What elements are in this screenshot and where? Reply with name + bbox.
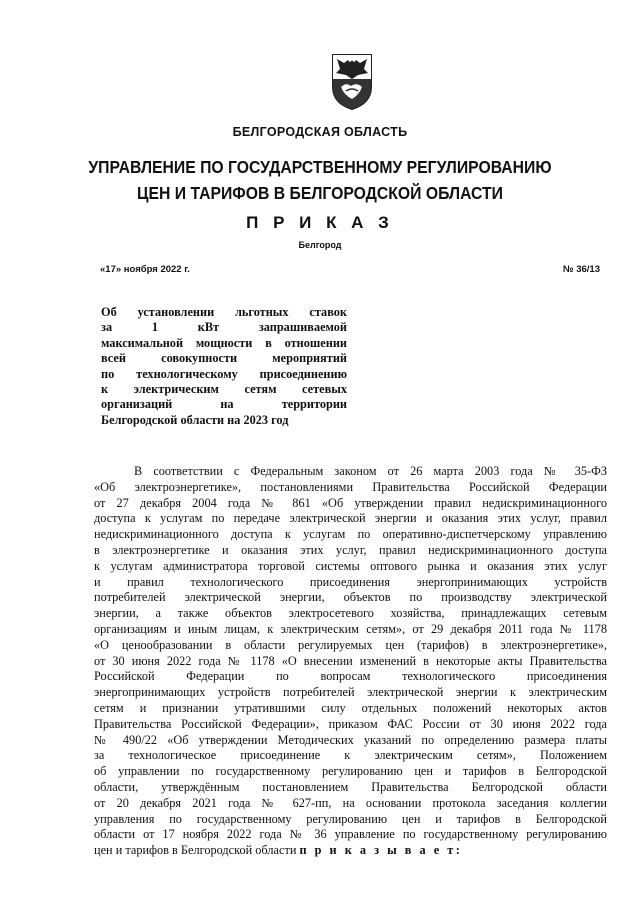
subject-line: за 1 кВт запрашиваемой <box>101 320 347 335</box>
body-line: энергии, а также объектов электросетевого хозяйства, принадлежащих сетевым <box>94 606 607 621</box>
subject-line: всей совокупности мероприятий <box>101 351 347 366</box>
agency-title-line: УПРАВЛЕНИЕ ПО ГОСУДАРСТВЕННОМУ РЕГУЛИРОВАНИЮ <box>88 157 552 177</box>
body-line: сетям и признании утратившими силу отдельных положений некоторых актов <box>94 700 607 715</box>
subject-line: к электрическим сетям сетевых <box>101 382 347 397</box>
body-line: энергопринимающих устройств потребителей электрической энергии к электрическим <box>94 685 607 700</box>
order-heading: П Р И К А З <box>246 213 394 232</box>
body-line: к услугам администратора торговой системы оптового рынка и оказания этих услуг <box>94 558 607 573</box>
body-line: и правил технологического присоединения энергопринимающих устройств <box>94 574 607 589</box>
body-line: «О ценообразовании в области регулируемых цен (тарифов) в электроэнергетике», <box>94 637 607 652</box>
body-line: об управлении по государственному регулированию цен и тарифов в Белгородской <box>94 764 607 779</box>
body-line: организациям и иным лицам, к электрическим сетям», от 29 декабря 2011 года № 1178 <box>94 621 607 636</box>
region-title: БЕЛГОРОДСКАЯ ОБЛАСТЬ <box>232 125 408 139</box>
order-subject <box>101 305 347 428</box>
belgorod-coat-of-arms-icon <box>331 53 373 111</box>
body-line: недискриминационного доступа к услугам по оперативно-диспетчерскому управлению <box>94 527 607 542</box>
agency-title-line: ЦЕН И ТАРИФОВ В БЕЛГОРОДСКОЙ ОБЛАСТИ <box>137 183 503 203</box>
subject-line: организаций на территории <box>101 397 347 412</box>
body-line: области от 17 ноября 2022 года № 36 управление по государственному регулированию <box>94 827 607 842</box>
body-line: области, утверждённым постановлением Правительства Белгородской области <box>94 779 607 794</box>
body-line: Правительства Российской Федерации», приказом ФАС России от 30 июня 2022 года <box>94 716 607 731</box>
subject-line: Белгородской области на 2023 год <box>101 412 289 427</box>
order-date: «17» ноября 2022 г. <box>100 264 190 275</box>
body-line: доступа к услугам по передаче электрической энергии и оказания этих услуг, правил <box>94 511 607 526</box>
agency-title <box>32 154 608 206</box>
body-line: от 27 декабря 2004 года № 861 «Об утверждении правил недискриминационного <box>94 495 607 510</box>
city-label: Белгород <box>298 240 342 250</box>
body-line: Российской Федерации по вопросам технологического присоединения <box>94 669 607 684</box>
body-line: за технологическое присоединение к электрическим сетям», Положением <box>94 748 607 763</box>
body-line-final <box>94 843 607 859</box>
body-line: № 490/22 «Об утверждении Методических указаний по определению размера платы <box>94 732 607 747</box>
body-line: В соответствии с Федеральным законом от 26 марта 2003 года № 35-ФЗ <box>134 464 607 478</box>
body-line: потребителей электрической энергии, объектов по производству электрической <box>94 590 607 605</box>
body-line: от 20 декабря 2021 года № 627-пп, на основании протокола заседания коллегии <box>94 795 607 810</box>
order-number: № 36/13 <box>562 264 600 275</box>
body-line-text: цен и тарифов в Белгородской области <box>94 843 297 858</box>
subject-line: максимальной мощности в отношении <box>101 335 347 350</box>
order-command: п р и к а з ы в а е т: <box>299 843 463 858</box>
body-line: от 30 июня 2022 года № 1178 «О внесении изменений в некоторые акты Правительства <box>94 653 607 668</box>
order-body <box>94 464 607 859</box>
body-line: управления по государственному регулированию цен и тарифов в Белгородской <box>94 811 607 826</box>
subject-line: по технологическому присоединению <box>101 366 347 381</box>
subject-line: Об установлении льготных ставок <box>101 305 347 319</box>
body-line: «Об электроэнергетике», постановлениями Правительства Российской Федерации <box>94 479 607 494</box>
body-line: в электроэнергетике и оказания этих услуг, правил недискриминационного доступа <box>94 542 607 557</box>
